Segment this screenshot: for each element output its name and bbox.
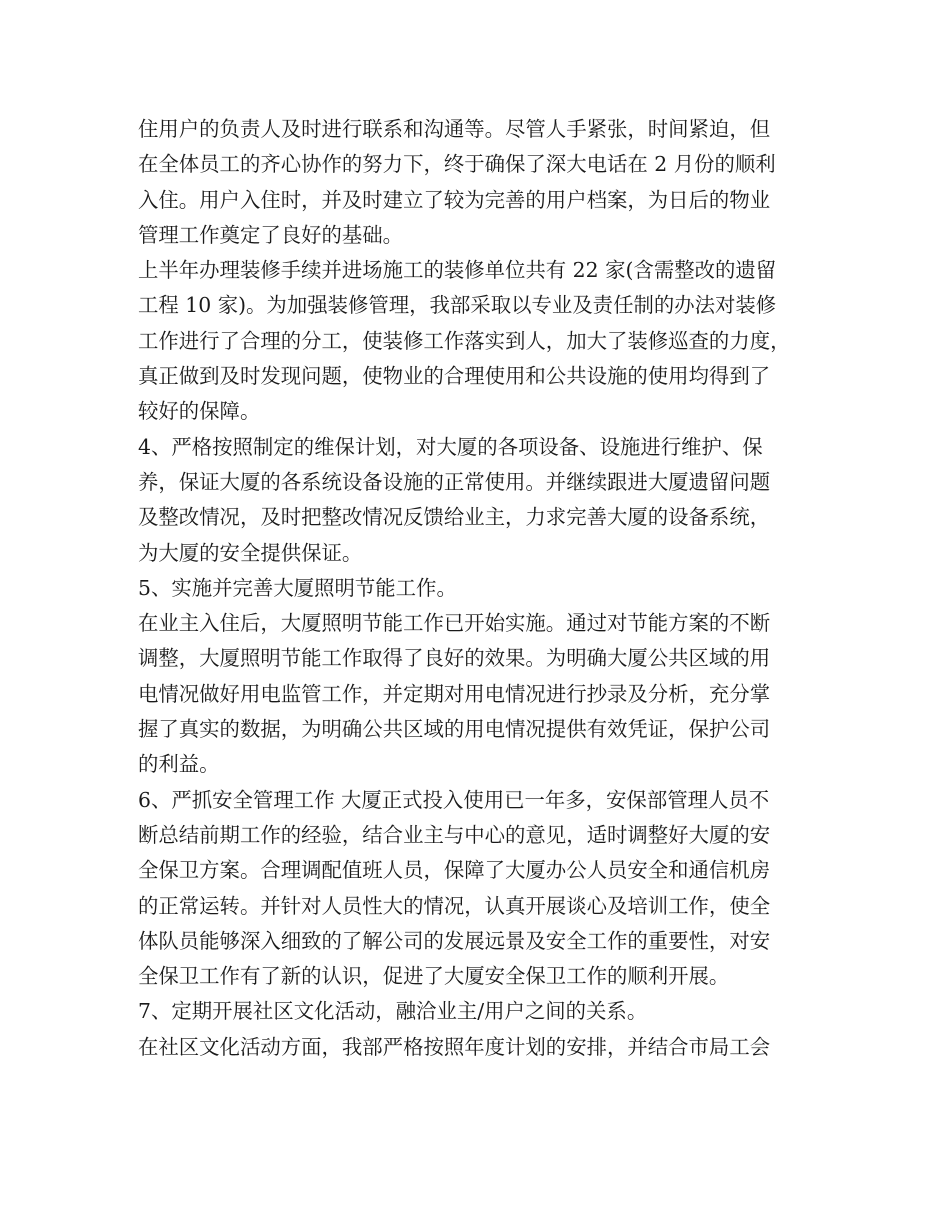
text-line: 养，保证大厦的各系统设备设施的正常使用。并继续跟进大厦遗留问题 [138,469,771,494]
text-line: 在社区文化活动方面，我部严格按照年度计划的安排，并结合市局工会 [138,1034,771,1059]
text-line: 在全体员工的齐心协作的努力下，终于确保了深大电话在 2 月份的顺利 [138,152,776,177]
text-line: 住用户的负责人及时进行联系和沟通等。尽管人手紧张，时间紧迫，但 [138,117,771,141]
text-line: 全保卫工作有了新的认识，促进了大厦安全保卫工作的顺利开展。 [138,964,730,989]
text-line: 及整改情况，及时把整改情况反馈给业主，力求完善大厦的设备系统， [138,505,771,530]
text-line: 的利益。 [138,752,220,777]
text-line: 7、定期开展社区文化活动，融洽业主/用户之间的关系。 [138,999,648,1024]
text-line: 4、严格按照制定的维保计划，对大厦的各项设备、设施进行维护、保 [138,434,763,459]
text-line: 全保卫方案。合理调配值班人员，保障了大厦办公人员安全和通信机房 [138,858,771,883]
text-line: 为大厦的安全提供保证。 [138,540,363,565]
text-line: 6、严抓安全管理工作 大厦正式投入使用已一年多，安保部管理人员不 [138,787,770,812]
text-line: 电情况做好用电监管工作，并定期对用电情况进行抄录及分析，充分掌 [138,681,771,706]
text-line: 断总结前期工作的经验，结合业主与中心的意见，适时调整好大厦的安 [138,822,771,847]
text-line: 工作进行了合理的分工，使装修工作落实到人，加大了装修巡查的力度， [138,328,791,353]
text-line: 工程 10 家)。为加强装修管理，我部采取以专业及责任制的办法对装修 [138,293,777,318]
text-line: 真正做到及时发现问题，使物业的合理使用和公共设施的使用均得到了 [138,364,771,389]
text-line: 体队员能够深入细致的了解公司的发展远景及安全工作的重要性，对安 [138,928,771,953]
text-line: 较好的保障。 [138,399,261,424]
text-line: 入住。用户入住时，并及时建立了较为完善的用户档案，为日后的物业 [138,187,771,212]
text-line: 的正常运转。并针对人员性大的情况，认真开展谈心及培训工作，使全 [138,893,771,918]
text-line: 调整，大厦照明节能工作取得了良好的效果。为明确大厦公共区域的用 [138,646,771,671]
text-line: 管理工作奠定了良好的基础。 [138,222,404,247]
text-line: 5、实施并完善大厦照明节能工作。 [138,575,457,600]
text-line: 上半年办理装修手续并进场施工的装修单位共有 22 家(含需整改的遗留 [138,258,777,283]
text-line: 在业主入住后，大厦照明节能工作已开始实施。通过对节能方案的不断 [138,611,771,636]
text-line: 握了真实的数据，为明确公共区域的用电情况提供有效凭证，保护公司 [138,717,771,742]
document-body-text [138,112,828,1065]
